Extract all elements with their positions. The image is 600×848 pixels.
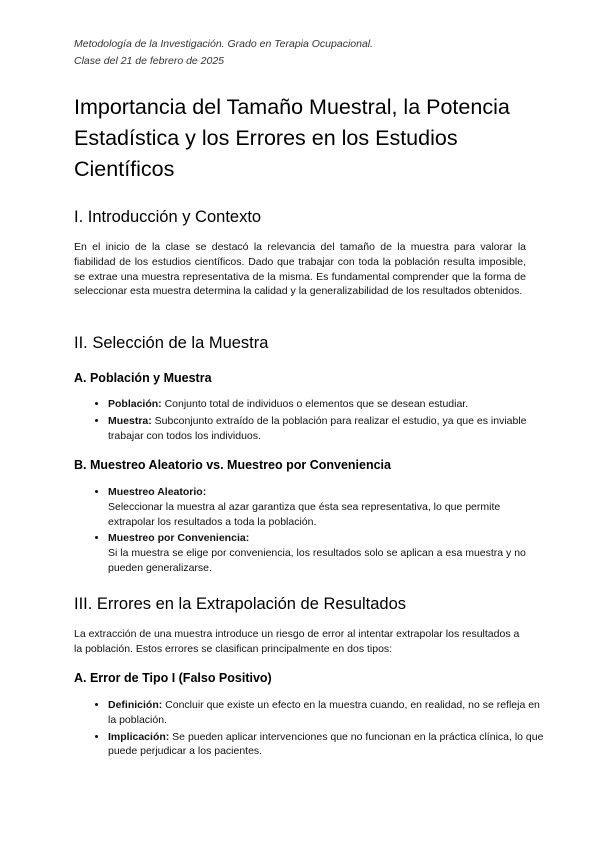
list-item-text: Conjunto total de individuos o elementos que se desean estudiar. (161, 398, 469, 410)
list-item-text: Subconjunto extraído de la población para realizar el estudio, ya que es inviable trabajar con todos los individuos. (108, 414, 527, 442)
list-item-term: Muestreo Aleatorio: (108, 486, 207, 498)
document-header (74, 36, 373, 70)
list-item-term: Muestra: (108, 414, 152, 427)
list-item (108, 485, 548, 529)
list-item-term: Implicación: (108, 730, 170, 743)
list-item (108, 531, 548, 575)
list-muestreo (92, 485, 548, 578)
list-item (108, 698, 548, 728)
header-course: Metodología de la Investigación. Grado en Terapia Ocupacional. (74, 38, 374, 50)
list-item (108, 397, 548, 412)
list-item-term: Población: (108, 398, 162, 410)
list-poblacion-muestra (92, 397, 548, 445)
list-item-term: Muestreo por Conveniencia: (108, 532, 250, 545)
list-item-text: Concluir que existe un efecto en la muestra cuando, en realidad, no se refleja en la población. (108, 699, 540, 726)
list-item-text: Se pueden aplicar intervenciones que no funcionan en la práctica clínica, lo que puede perjudicar a los pacientes. (108, 730, 544, 758)
section-heading-seleccion: II. Selección de la Muestra (74, 334, 269, 352)
section-paragraph-introduccion: En el inicio de la clase se destacó la relevancia del tamaño de la muestra para valorar la fiabilidad de los estudios científicos. Dado que trabajar con toda la población resulta imposible, se extrae una muestra representativa de la misma. Es fundamental comprender que la forma de seleccionar esta muestra determina la calidad y la generalizabilidad de los resultados obtenidos. (74, 241, 526, 298)
section-heading-errores: III. Errores en la Extrapolación de Resultados (74, 595, 407, 613)
list-error-tipo-i (92, 698, 548, 761)
document-title: Importancia del Tamaño Muestral, la Potencia Estadística y los Errores en los Estudios Científicos (74, 95, 510, 181)
section-heading-introduccion: I. Introducción y Contexto (74, 208, 262, 226)
list-item-term: Definición: (108, 699, 163, 711)
section-paragraph-errores: La extracción de una muestra introduce un riesgo de error al intentar extrapolar los resultados a la población. Estos errores se clasifican principalmente en dos tipos: (74, 628, 520, 655)
list-item-text: Si la muestra se elige por conveniencia, los resultados solo se aplican a esa muestra y no pueden generalizarse. (108, 547, 526, 574)
header-date: Clase del 21 de febrero de 2025 (74, 55, 225, 67)
subsection-heading-poblacion: A. Población y Muestra (74, 371, 212, 385)
list-item-text: Seleccionar la muestra al azar garantiza que ésta sea representativa, lo que permite extrapolar los resultados a toda la población. (108, 500, 501, 528)
subsection-heading-error-tipo-i: A. Error de Tipo I (Falso Positivo) (74, 671, 272, 685)
list-item (108, 414, 548, 444)
list-item (108, 730, 548, 760)
subsection-heading-muestreo: B. Muestreo Aleatorio vs. Muestreo por Conveniencia (74, 458, 391, 472)
